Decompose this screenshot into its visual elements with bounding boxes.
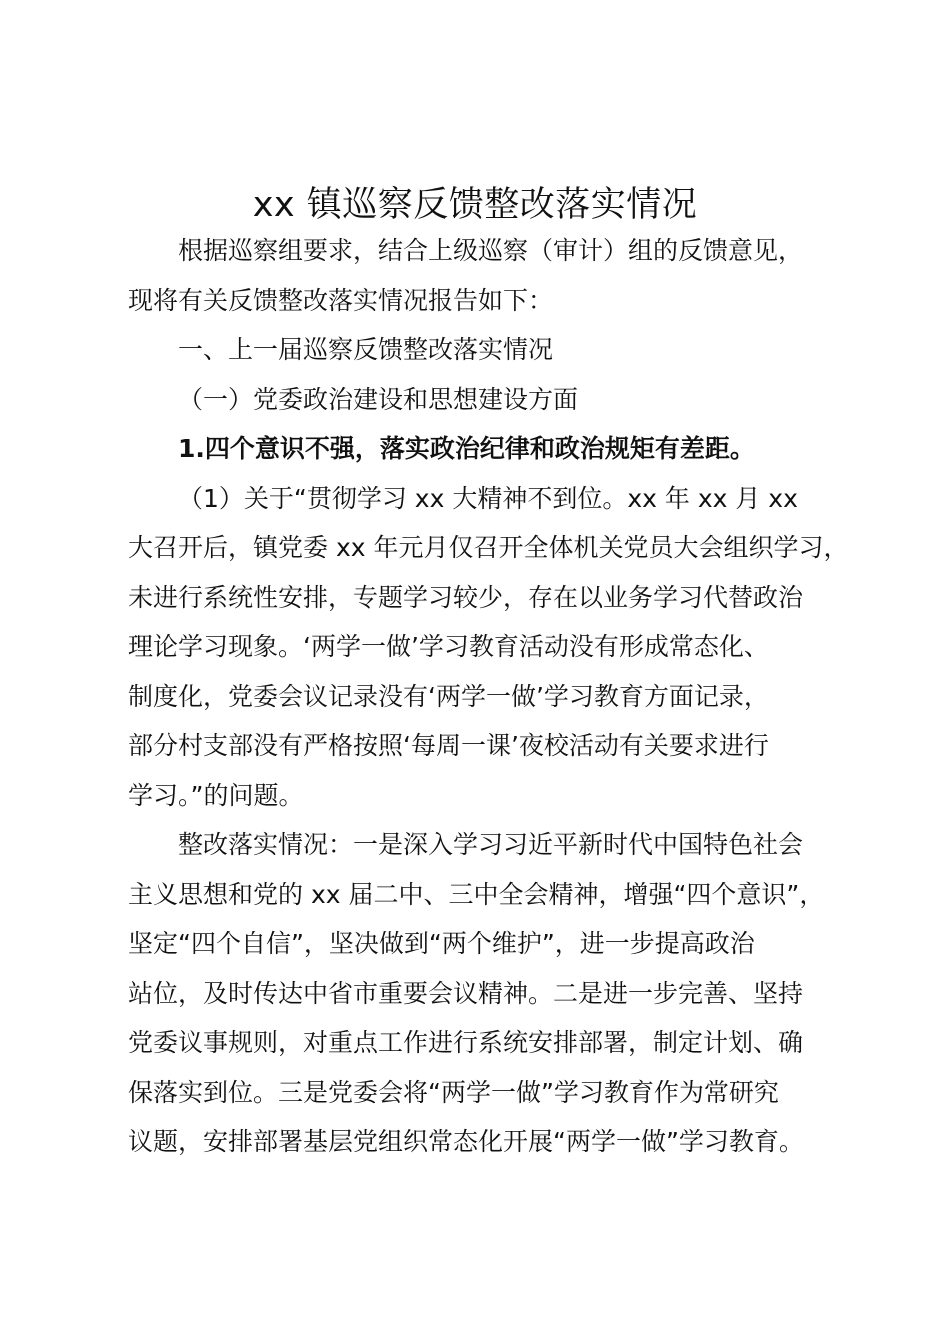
issue-paragraph: [128, 474, 856, 821]
document-body: [128, 226, 856, 1167]
issue-line: 理论学习现象。‘两学一做’学习教育活动没有形成常态化、: [128, 632, 769, 661]
subsection-heading: （一）党委政治建设和思想建设方面: [178, 384, 579, 414]
intro-paragraph: [128, 226, 856, 325]
rectification-line: 党委议事规则，对重点工作进行系统安排部署，制定计划、确: [128, 1028, 804, 1057]
intro-line: 现将有关反馈整改落实情况报告如下：: [128, 285, 554, 315]
issue-line: 制度化，党委会议记录没有‘两学一做’学习教育方面记录，: [128, 681, 769, 711]
issue-line: 学习。”的问题。: [128, 780, 304, 810]
rectification-paragraph: [128, 820, 856, 1167]
rectification-line: 坚定“四个自信”，坚决做到“两个维护”，进一步提高政治: [128, 929, 755, 958]
section-heading: 一、上一届巡察反馈整改落实情况: [178, 335, 554, 364]
intro-line: 根据巡察组要求，结合上级巡察（审计）组的反馈意见，: [178, 236, 804, 265]
rectification-line: 主义思想和党的 xx 届二中、三中全会精神，增强“四个意识”，: [128, 879, 825, 909]
issue-line: （1）关于“贯彻学习 xx 大精神不到位。xx 年 xx 月 xx: [178, 483, 798, 513]
issue-line: 大召开后，镇党委 xx 年元月仅召开全体机关党员大会组织学习，: [128, 533, 849, 562]
issue-line: 部分村支部没有严格按照‘每周一课’夜校活动有关要求进行: [128, 731, 769, 760]
item-heading: 1.四个意识不强，落实政治纪律和政治规矩有差距。: [178, 434, 755, 463]
rectification-line: 议题，安排部署基层党组织常态化开展“两学一做”学习教育。: [128, 1127, 804, 1156]
document-title: xx 镇巡察反馈整改落实情况: [252, 185, 698, 225]
issue-line: 未进行系统性安排，专题学习较少，存在以业务学习代替政治: [128, 582, 804, 612]
rectification-line: 保落实到位。三是党委会将“两学一做”学习教育作为常研究: [128, 1077, 779, 1107]
rectification-line: 整改落实情况：一是深入学习习近平新时代中国特色社会: [178, 830, 804, 859]
rectification-line: 站位，及时传达中省市重要会议精神。二是进一步完善、坚持: [128, 978, 804, 1008]
